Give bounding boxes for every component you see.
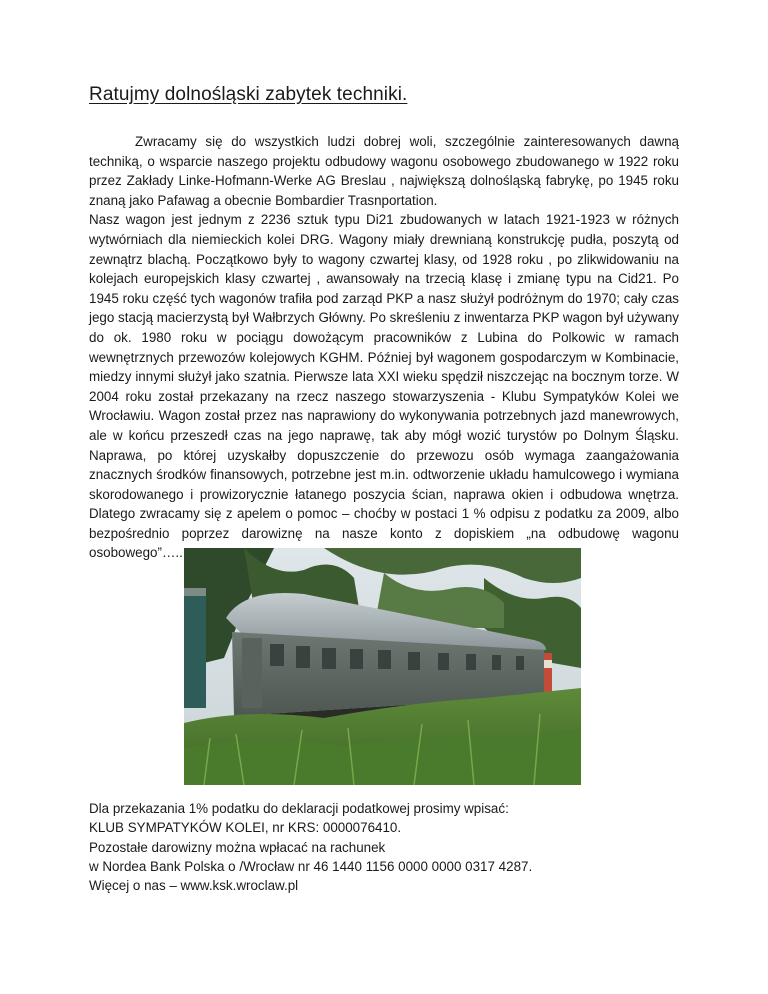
paragraph-history: Nasz wagon jest jednym z 2236 sztuk typu Di21 zbudowanych w latach 1921-1923 w różnych wytwórniach dla niemieckich kolei DRG. Wagony miały drewnianą konstrukcję pudła, poszytą od zewnątrz blachą. Początkowo były to wagony czwartej klasy, od 1928 roku , po zlikwidowaniu na kolejach europejskich klasy czwartej , awansowały na trzecią klasę i zmianę typu na Cid21. Po 1945 roku część tych wagonów trafiła pod zarząd PKP a nasz służył podróżnym do 1970; cały czas jego stacją macierzystą był Wałbrzych Główny. Po skreśleniu z inwentarza PKP wagon był używany do ok. 1980 roku w pociągu dowożącym pracowników z Lubina do Polkowic w ramach wewnętrznych przewozów kolejowych KGHM. Później był wagonem gospodarczym w Kombinacie, miedzy innymi służył jako szatnia. Pierwsze lata XXI wieku spędził niszczejąc na bocznym torze. W 2004 roku został przekazany na rzecz naszego stowarzyszenia - Klubu Sympatyków Kolei we Wrocławiu. Wagon został przez nas naprawiony do wykonywania potrzebnych jazd manewrowych, ale w końcu przeszedł czas na jego naprawę, tak aby mógł wozić turystów po Dolnym Śląsku. Naprawa, po której uzyskałby dopuszczenie do przewozu osób wymaga zaangażowania znacznych środków finansowych, potrzebne jest m.in. odtworzenie układu hamulcowego i wymiana skorodowanego i prowizorycznie łatanego poszycia ścian, naprawa okien i odbudowa wnętrza. Dlatego zwracamy się z apelem o pomoc – choćby w postaci 1 % odpisu z podatku za 2009, albo bezpośrednio poprzez darowiznę na nasze konto z dopiskiem „na odbudowę wagonu osobowego”…..: [89, 212, 679, 561]
website-line: Więcej o nas – www.ksk.wroclaw.pl: [89, 878, 299, 894]
bank-account: w Nordea Bank Polska o /Wrocław nr 46 1440 1156 0000 0000 0317 4287.: [89, 858, 533, 874]
paragraph-intro: Zwracamy się do wszystkich ludzi dobrej woli, szczególnie zainteresowanych dawną techniką, o wsparcie naszego projektu odbudowy wagonu osobowego zbudowanego w 1922 roku przez Zakłady Linke-Hofmann-Werke AG Breslau , największą dolnośląską fabrykę, po 1945 roku znaną jako Pafawag a obecnie Bombardier Trasnportation.: [89, 134, 679, 208]
carriage-photo-illustration: [184, 548, 581, 785]
krs-number: KLUB SYMPATYKÓW KOLEI, nr KRS: 0000076410.: [89, 820, 402, 836]
tax-instruction: Dla przekazania 1% podatku do deklaracji podatkowej prosimy wpisać:: [89, 801, 509, 816]
body-text: [89, 132, 679, 563]
donation-note: Pozostałe darowizny można wpłacać na rachunek: [89, 839, 386, 855]
railway-carriage-photo: [184, 548, 581, 785]
donation-info: [89, 799, 689, 895]
page-title: Ratujmy dolnośląski zabytek techniki.: [89, 84, 408, 105]
